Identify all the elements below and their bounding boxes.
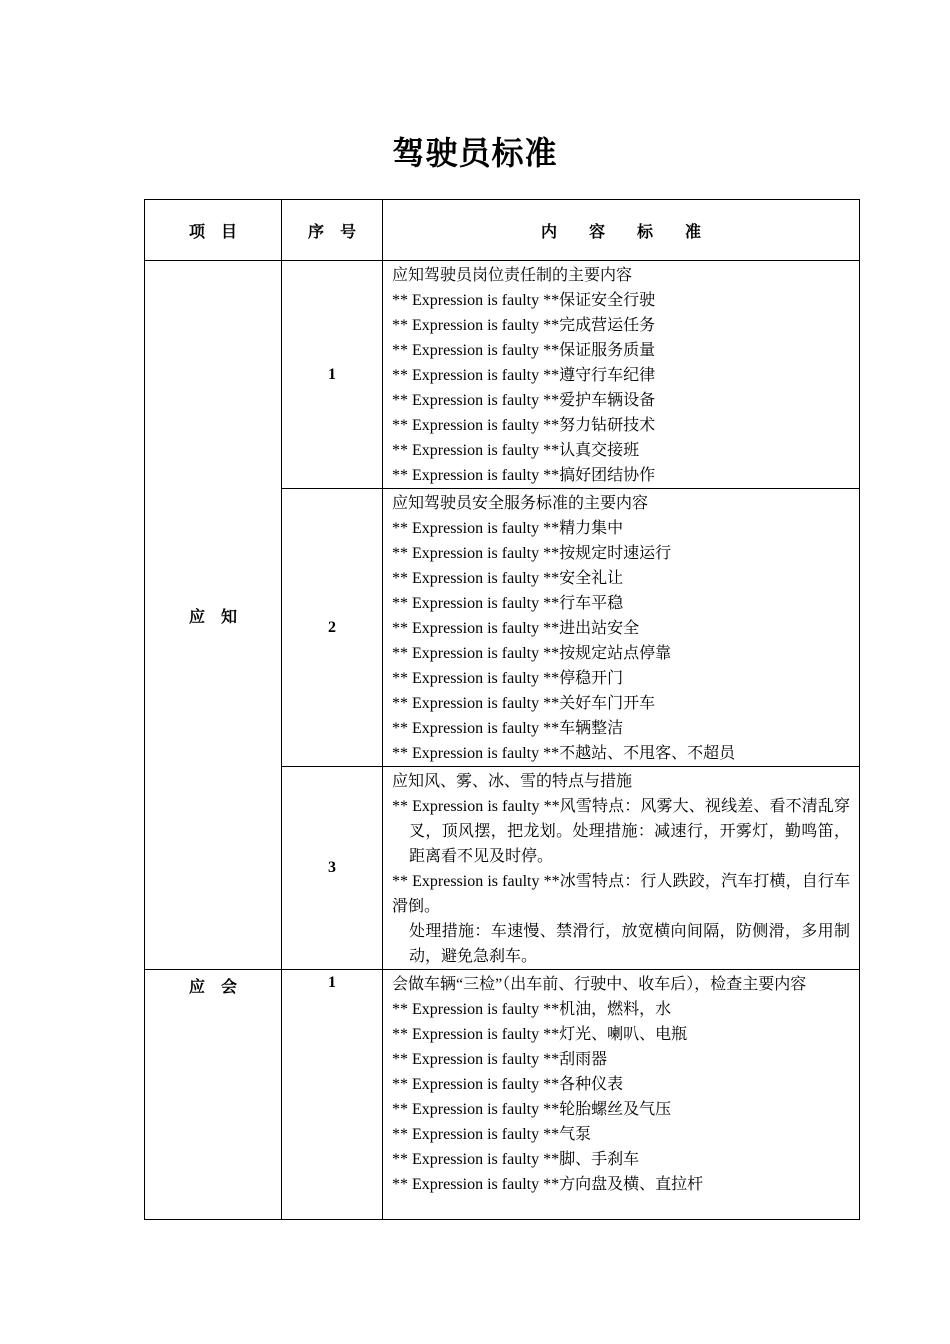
content-line: ** Expression is faulty **爱护车辆设备 — [392, 392, 656, 409]
category-yingzhi: 应 知 — [145, 261, 282, 970]
content-line: ** Expression is faulty **保证安全行驶 — [392, 292, 656, 309]
content-line: ** Expression is faulty **进出站安全 — [392, 620, 640, 637]
content-line: 应知驾驶员安全服务标准的主要内容 — [392, 495, 649, 512]
content-line: ** Expression is faulty **按规定站点停靠 — [392, 645, 672, 662]
content-line: ** Expression is faulty **方向盘及横、直拉杆 — [392, 1176, 704, 1193]
content-line: ** Expression is faulty **刮雨器 — [392, 1051, 608, 1068]
row-number: 2 — [282, 489, 383, 767]
content-line: ** Expression is faulty **行车平稳 — [392, 595, 624, 612]
content-line: 处理措施：车速慢、禁滑行，放宽横向间隔，防侧滑，多用制动，避免急刹车。 — [409, 923, 850, 965]
content-cell — [383, 767, 860, 970]
row-number: 3 — [282, 767, 383, 970]
content-line: ** Expression is faulty **风雪特点：风雾大、视线差、看不清乱穿叉，顶风摆，把龙划。处理措施：减速行，开雾灯，勤鸣笛，距离看不见及时停。 — [392, 798, 850, 865]
header-number: 序 号 — [282, 200, 383, 261]
content-line: ** Expression is faulty **关好车门开车 — [392, 695, 656, 712]
content-line: ** Expression is faulty **保证服务质量 — [392, 342, 656, 359]
content-line: ** Expression is faulty **搞好团结协作 — [392, 467, 656, 484]
row-number: 1 — [282, 261, 383, 489]
content-line: ** Expression is faulty **各种仪表 — [392, 1076, 624, 1093]
content-line: 应知驾驶员岗位责任制的主要内容 — [392, 267, 633, 284]
content-line: ** Expression is faulty **冰雪特点：行人跌跤，汽车打横，自行车滑倒。 — [392, 873, 850, 915]
content-line: 会做车辆“三检”（出车前、行驶中、收车后），检查主要内容 — [392, 976, 807, 993]
content-line: ** Expression is faulty **车辆整洁 — [392, 720, 624, 737]
content-line: ** Expression is faulty **机油，燃料，水 — [392, 1001, 672, 1018]
category-yinghui: 应 会 — [145, 970, 282, 1220]
table-header-row — [145, 200, 860, 261]
row-number: 1 — [282, 970, 383, 1220]
content-line: ** Expression is faulty **完成营运任务 — [392, 317, 656, 334]
table-row — [145, 970, 860, 1220]
header-content: 内 容 标 准 — [383, 200, 860, 261]
content-cell — [383, 489, 860, 767]
content-line: ** Expression is faulty **安全礼让 — [392, 570, 624, 587]
content-line: ** Expression is faulty **按规定时速运行 — [392, 545, 672, 562]
content-line: ** Expression is faulty **精力集中 — [392, 520, 624, 537]
content-line: ** Expression is faulty **努力钻研技术 — [392, 417, 656, 434]
header-category: 项 目 — [145, 200, 282, 261]
content-line: ** Expression is faulty **气泵 — [392, 1126, 592, 1143]
content-line: ** Expression is faulty **轮胎螺丝及气压 — [392, 1101, 672, 1118]
content-line: 应知风、雾、冰、雪的特点与措施 — [392, 773, 633, 790]
content-cell — [383, 970, 860, 1220]
content-line: ** Expression is faulty **遵守行车纪律 — [392, 367, 656, 384]
table-row — [145, 261, 860, 489]
page-title: 驾驶员标准 — [392, 134, 558, 172]
content-line: ** Expression is faulty **不越站、不甩客、不超员 — [392, 745, 736, 762]
content-line: ** Expression is faulty **停稳开门 — [392, 670, 624, 687]
content-cell — [383, 261, 860, 489]
content-line: ** Expression is faulty **灯光、喇叭、电瓶 — [392, 1026, 688, 1043]
content-line: ** Expression is faulty **脚、手刹车 — [392, 1151, 640, 1168]
content-line: ** Expression is faulty **认真交接班 — [392, 442, 640, 459]
standards-table — [144, 199, 860, 1220]
